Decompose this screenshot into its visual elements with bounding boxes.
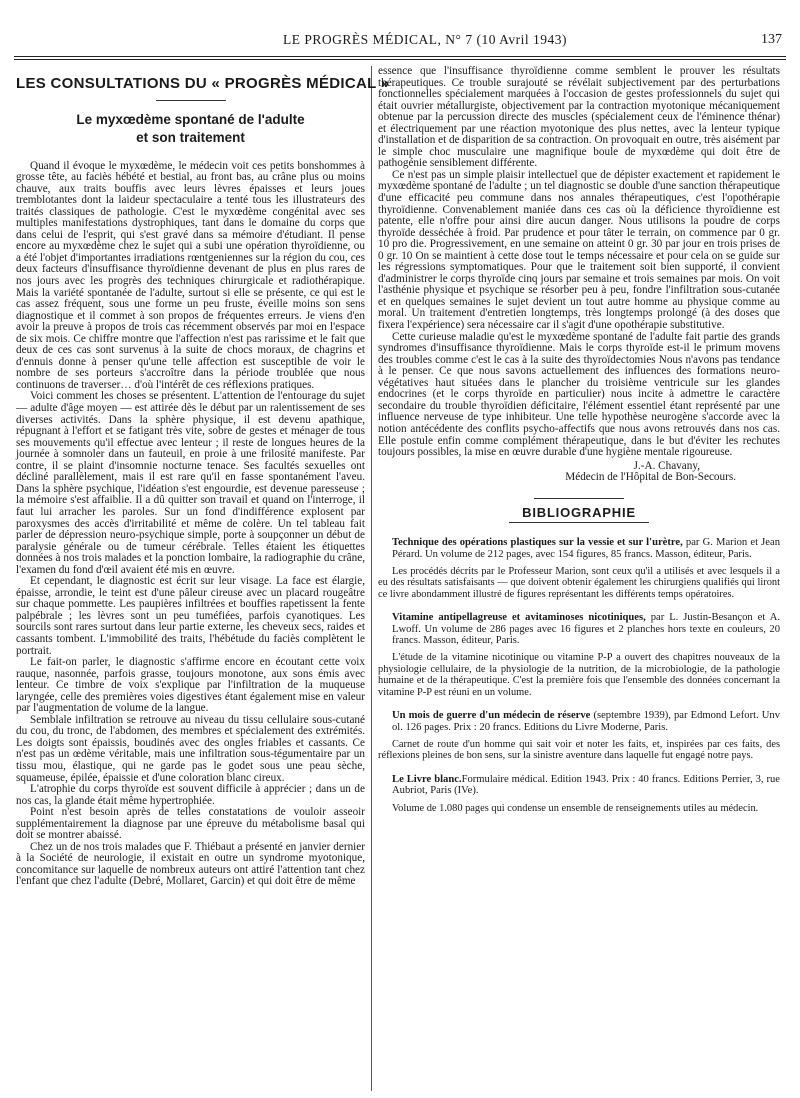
paragraph: Quand il évoque le myxœdème, le médecin voit ces petits bonshommes à grosse tête, au faciès hébété et bestial, au front bas, au crâne plus ou moins chauve, aux traits bouffis avec leurs lèvres épaisses et leurs joues tremblotantes dont la laideur spectaculaire a tenté tous les illustrateurs des traités classiques de pathologie. C'est le myxœdème congénital avec ses multiples manifestations dystrophiques, tant dans le domaine du corps que dans celui de l'esprit, qui s'est gravé dans sa mémoire d'étudiant. Il pense encore au myxœdème chez le sujet qui a subi une opération thyroïdienne, ou a été l'objet d'importantes irradiations rœntgeniennes sur la région du cou, ces deux facteurs d'insuffisance thyroïdienne devenant de plus en plus rares de nos jours avec les progrès des techniques chirurgicale et radiothérapique. Mais la variété spontanée de l'adulte, surtout si elle se présente, ce qui est le cas assez fréquent, sous une forme un peu fruste, éveille moins son sens diagnostique et il commet à son propos de fréquentes erreurs. Je viens d'en avoir la preuve à propos de trois cas récemment observés par moi en l'espace de six mois. Ce chiffre montre que l'affection n'est pas rarissime et le fait que deux de ces cas sont survenus à la suite de chocs moraux, de chagrins et d'ennuis donne à penser qu'une telle affection est susceptible de voir le nombre de ses porteurs s'accroître dans la période troublée que nous continuons de traverser… d'où l'intérêt de ces réflexions pratiques. (16, 159, 365, 391)
bib-description: Carnet de route d'un homme qui sait voir et noter les faits, et, inspirées par ces faits, des réflexions pleines de bon sens, sur la sinistre aventure dans laquelle fut engagé notre pays. (378, 738, 780, 762)
section-title: LES CONSULTATIONS DU « PROGRÈS MÉDICAL » (16, 75, 390, 92)
bibliography-underline (509, 522, 649, 523)
bib-heading: Un mois de guerre d'un médecin de réserve (392, 710, 591, 722)
paragraph: Ce n'est pas un simple plaisir intellectuel que de dépister exactement et rapidement le myxœdème spontané de l'adulte ; un tel diagnostic se double d'une sanction thérapeutique d'une efficacité peu commune dans nos annales thérapeutiques, c'est l'opothérapie thyroïdienne. Convenablement maniée dans ces cas où la déficience thyroïdienne est patente, elle n'offre pour ainsi dire aucun danger. Nous utilisons la poudre de corps thyroïde desséchée à froid. Par prudence et pour tâter le terrain, on commence par 0 gr. 10 pro die. Progressivement, en une semaine on atteint 0 gr. 30 par jour en trois prises de 0 gr. 10 On se maintient à cette dose tout le temps nécessaire et pour cela on se guide sur les régressions symptomatiques. Pour que le traitement soit bien supporté, il convient d'administrer le corps thyroïde cinq jours par semaine et trois semaines par mois. On voit l'asthénie physique et psychique se résorber peu à peu, fondre l'infiltration sous-cutanée et en quelques semaines le sujet devient un tout autre homme au physique comme au moral. Un traitement d'entretien longtemps, très longtemps prolongé (à des doses que fixera l'expérience) sera nécessaire car il s'agit d'une opothérapie substitutive. (378, 168, 780, 332)
left-column (16, 75, 390, 888)
paragraph: Cette curieuse maladie qu'est le myxœdème spontané de l'adulte fait partie des grands syndromes d'insuffisance thyroïdienne. Mais le corps thyroïde est-il le primum movens des troubles comme c'est le cas à la suite des thyroïdectomies Nous n'avons pas tendance à le penser. Ce que nous savons actuellement des influences des formations neuro-végétatives haut situées dans le plancher du troisième ventricule sur les glandes endocrines (et le corps thyroïde en particulier) nous incite à admettre le caractère secondaire du trouble thyroïdien déficitaire, l'élément essentiel étant représenté par une influence nerveuse de type inhibiteur. Une telle hypothèse neurogène s'accorde avec la notion antécédente des conflits psycho-affectifs que nous avons retrouvés dans nos cas. Elle postule enfin comme complément thérapeutique, dans le but d'éviter les rechutes toujours possibles, la mise en œuvre durable d'une hygiène mentale rigoureuse. (378, 330, 780, 459)
bib-description: Les procédés décrits par le Professeur Marion, sont ceux qu'il a utilisés et avec lesquels il a eu des résultats satisfaisants — que doivent obtenir également les chirurgiens qualifiés qui liront ce livre abondamment illustré de figures représentant les différents temps opératoires. (378, 566, 780, 600)
bibliography-title: BIBLIOGRAPHIE (522, 504, 636, 520)
bib-entry (378, 612, 780, 646)
bib-entry (378, 774, 780, 797)
bib-details: par G. Marion et Jean Pérard. Un volume de 212 pages, avec 154 figures, 85 francs. Masson, éditeur, Paris. (392, 537, 780, 560)
bib-details: par L. Justin-Besançon et A. Lwoff. Un volume de 286 pages avec 16 figures et 2 planches hors texte en couleurs, 20 francs. Masson, éditeur, Paris. (392, 612, 780, 647)
title-separator (156, 100, 226, 101)
bib-details: Formulaire médical. Edition 1943. Prix : 40 francs. Editions Perrier, 3, rue Aubriot, Paris (IVe). (392, 773, 780, 797)
paragraph: Et cependant, le diagnostic est écrit sur leur visage. La face est élargie, épaisse, arrondie, le teint est d'une pâleur cireuse avec un placard rougeâtre sur chaque pommette. Les paupières infiltrées et bouffies rapetissent la fente palpébrale ; les lèvres sont un peu tuméfiées, parfois cyanotiques. Les sourcils sont rares surtout dans leur partie externe, les cheveux secs, raides et cassants tombent. L'immobilité des traits, l'hébétude du faciès complètent le portrait. (16, 575, 365, 657)
paragraph: essence que l'insuffisance thyroïdienne comme semblent le prouver les résultats thérapeutiques. Ce trouble surajouté se révélait subjectivement par des perturbations fonctionnelles spécialement marquées à l'occasion de gestes professionnels du sujet qui était ouvrier métallurgiste, objectivement par la contraction myotonique mécaniquement obtenue par la percussion directe des muscles (spécialement ceux de l'éminence thénar) et électriquement par une réaction myotonique des plus nettes, avec la lenteur typique d'installation et de disparition de sa contraction. On provoquait en outre, très aisément par le simple choc musculaire une magnifique boule de myxœdème qui doit être de pathogénie sensiblement différente. (378, 65, 780, 170)
bib-details: (septembre 1939), par Edmond Lefort. Unv ol. 126 pages. Prix : 20 francs. Editions du Livre Moderne, Paris. (392, 710, 780, 733)
bib-heading: Vitamine antipellagreuse et avitaminoses nicotiniques, (392, 612, 646, 624)
bib-heading: Technique des opérations plastiques sur la vessie et sur l'urètre, (392, 537, 683, 549)
author-role: Médecin de l'Hôpital de Bon-Secours. (565, 471, 736, 484)
bib-entry (378, 710, 780, 733)
paragraph: Le fait-on parler, le diagnostic s'affirme encore en écoutant cette voix rauque, nasonnée, parfois grasse, toujours monotone, aux sons émis avec lenteur. Ce timbre de voix s'explique par l'infiltration de la muqueuse laryngée, celle des premières voies digestives étant également mise en valeur par l'augmentation de volume de la langue. (16, 656, 365, 715)
column-divider (371, 66, 372, 1091)
bib-description: L'étude de la vitamine nicotinique ou vitamine P-P a ouvert des chapitres nouveaux de la physiologie cellulaire, de la physiologie de la nutrition, de la microbiologie, de la pathologie humaine et de la thérapeutique. C'est la première fois que l'ensemble des données concernant la vitamine P-P est réuni en un volume. (378, 652, 780, 698)
running-header: LE PROGRÈS MÉDICAL, N° 7 (10 Avril 1943) (283, 32, 567, 47)
paragraph: Semblale infiltration se retrouve au niveau du tissu cellulaire sous-cutané du cou, du tronc, de l'abdomen, des membres et spécialement des extrémités. Les doigts sont épaissis, boudinés avec des ongles friables et cassants. Ce n'est pas un œdème véritable, mais une infiltration sous-tégumentaire par un tissu mou, élastique, qui ne garde pas le godet sous une peau sèche, squameuse, épilée, épaissie et d'une coloration blanc cireux. (16, 713, 365, 784)
article-title (16, 111, 365, 147)
paragraph: Chez un de nos trois malades que F. Thiébaut a présenté en janvier dernier à la Société de neurologie, il existait en outre un syndrome myotonique, concomitance sur laquelle de nombreux auteurs ont attiré l'attention tant chez l'enfant que chez l'adulte (Debré, Mollaret, Garcin) et qui doit être de même (16, 840, 365, 888)
bibliography-separator (534, 498, 624, 499)
bib-entry (378, 537, 780, 560)
page-number: 137 (761, 32, 782, 47)
bib-description: Volume de 1.080 pages qui condense un ensemble de renseignements utiles au médecin. (392, 802, 759, 814)
right-column (378, 66, 780, 826)
paragraph: Voici comment les choses se présentent. L'attention de l'entourage du sujet — adulte d'âge moyen — est attirée dès le début par un ralentissement de ses diverses activités. Dans la sphère physique, il est devenu apathique, répugnant à l'effort et se fatigant très vite, sobre de gestes et ménager de tous ses mouvements qu'il effectue avec lenteur ; il reste de longues heures de la journée à somnoler dans un fauteuil, en proie à une frilosité manifeste. Par contre, il se plaint d'insomnie nocturne tenace. Ses facultés sexuelles ont décliné parallèlement, mais il est rare qu'il en fasse spontanément l'aveu. Dans la sphère psychique, l'idéation s'est engourdie, est devenue paresseuse ; la mémoire s'est affaiblie. Il a dû quitter son travail et quand on l'interroge, il faut lui arracher les paroles. Sur un fond d'indifférence explosent par paroxysmes des accès d'irritabilité et même de colère. Un tel tableau fait parler de dépression neuro-psychique simple, porte à soupçonner un début de paralysie générale ou de tumeur cérébrale. Telles étaient les étiquettes données à nos trois malades et la ponction lombaire, la radiographie du crâne, l'examen du fond d'œil avaient été mis en œuvre. (16, 390, 365, 576)
article-title-line2: et son traitement (136, 129, 245, 145)
bib-heading: Le Livre blanc. (392, 773, 462, 785)
bibliography-list (378, 537, 780, 814)
header-rule (14, 56, 786, 57)
header-rule-double (14, 59, 786, 60)
author-name: J.-A. Chavany, (633, 459, 700, 472)
paragraph: Point n'est besoin après de telles constatations de vouloir asseoir supplémentairement la diagnose par une épreuve du métabolisme basal qui doit se montrer abaissé. (16, 806, 365, 842)
paragraph: L'atrophie du corps thyroïde est souvent difficile à apprécier ; dans un de nos cas, la glande était même hypertrophiée. (16, 783, 365, 807)
article-title-line1: Le myxœdème spontané de l'adulte (76, 111, 305, 127)
